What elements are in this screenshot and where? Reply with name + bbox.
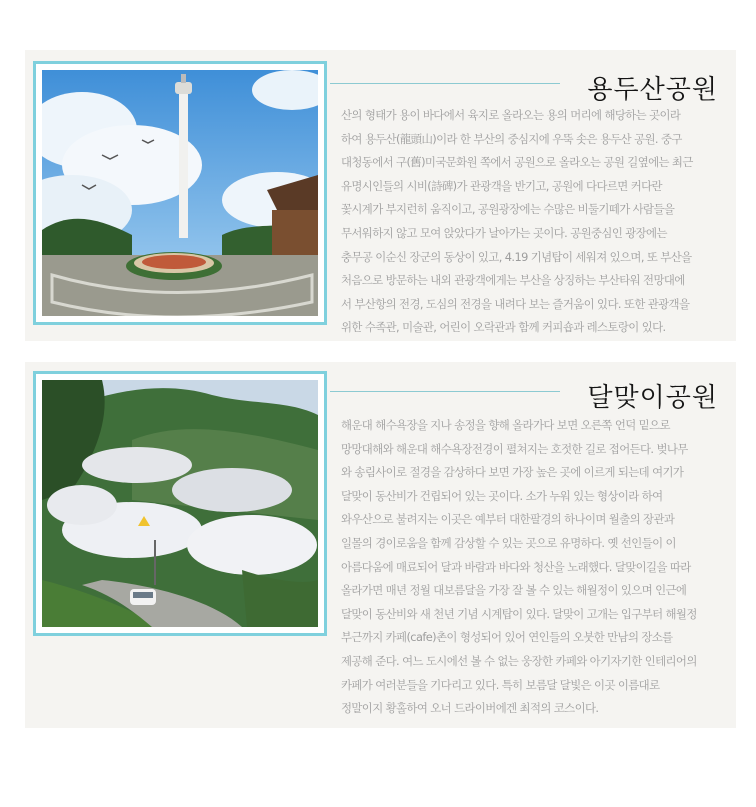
description-line: 달맞이 동산비와 새 천년 기념 시계탑이 있다. 달맞이 고개는 입구부터 해월정 — [341, 606, 697, 621]
description-line: 정말이지 황홀하여 오너 드라이버에겐 최적의 코스이다. — [341, 701, 599, 716]
description-line: 아름다움에 매료되어 달과 바람과 바다와 청산을 노래했다. 달맞이길을 따라 — [341, 559, 691, 574]
yongdusan-photo-frame — [33, 61, 327, 325]
description-line: 제공해 준다. 여느 도시에선 볼 수 없는 웅장한 카페와 아기자기한 인테리어의 — [341, 653, 697, 668]
description-line: 해운대 해수욕장을 지나 송정을 향해 올라가다 보면 오른쪽 언덕 밑으로 — [341, 418, 670, 432]
description-line: 일몰의 경이로움을 함께 감상할 수 있는 곳으로 유명하다. 옛 선인들이 이 — [341, 535, 676, 550]
description-line: 부근까지 카페(cafe)촌이 형성되어 있어 연인들의 오붓한 만남의 장소를 — [341, 630, 673, 645]
description-line: 올라가면 매년 정월 대보름달을 가장 잘 볼 수 있는 해월정이 있으며 인근에 — [341, 583, 687, 598]
description-line: 충무공 이순신 장군의 동상이 있고, 4.19 기념탑이 세워져 있으며, 또 부산을 — [341, 249, 692, 264]
description-line: 하여 용두산(龍頭山)이라 한 부산의 중심지에 우뚝 솟은 용두산 공원. 중구 — [341, 131, 682, 146]
dalmaji-park-photo — [42, 380, 318, 627]
description-line: 꽃시계가 부지런히 움직이고, 공원광장에는 수많은 비둘기떼가 사람들을 — [341, 202, 675, 217]
description-line: 달맞이 동산비가 건립되어 있는 곳이다. 소가 누워 있는 형상이라 하여 — [341, 488, 663, 503]
yongdusan-park-photo — [42, 70, 318, 316]
description-line: 유명시인들의 시비(詩碑)가 관광객을 반기고, 공원에 다다르면 커다란 — [341, 178, 662, 193]
dalmaji-photo-frame — [33, 371, 327, 636]
title-divider-line — [330, 83, 560, 84]
description-line: 처음으로 방문하는 내외 관광객에게는 부산을 상징하는 부산타워 전망대에 — [341, 273, 685, 288]
description-line: 대청동에서 구(舊)미국문화원 쪽에서 공원으로 올라오는 공원 길옆에는 최근 — [341, 155, 693, 170]
description-line: 카페가 여러분들을 기다리고 있다. 특히 보름달 달빛은 이곳 이름대로 — [341, 677, 660, 692]
description-line: 서 부산항의 전경, 도심의 전경을 내려다 보는 즐거움이 있다. 또한 관광객을 — [341, 296, 690, 311]
section-title: 용두산공원 — [587, 75, 718, 105]
section-title: 달맞이공원 — [587, 383, 718, 413]
section-description — [341, 414, 731, 721]
description-line: 무서워하지 않고 모여 앉았다가 날아가는 곳이다. 공원중심인 광장에는 — [341, 225, 667, 240]
description-line: 와우산으로 불려지는 이곳은 예부터 대한팔경의 하나이며 월출의 장관과 — [341, 512, 675, 527]
park-section-yongdusan — [25, 50, 736, 341]
description-line: 망망대해와 해운대 해수욕장전경이 펼쳐지는 호젓한 길로 접어든다. 벚나무 — [341, 441, 688, 456]
section-description — [341, 104, 731, 340]
description-line: 산의 형태가 용이 바다에서 육지로 올라오는 용의 머리에 해당하는 곳이라 — [341, 108, 681, 122]
description-line: 와 송림사이로 절경을 감상하다 보면 가장 높은 곳에 이르게 되는데 여기가 — [341, 465, 684, 480]
title-divider-line — [330, 391, 560, 392]
description-line: 위한 수족관, 미술관, 어린이 오락관과 함께 커피숍과 레스토랑이 있다. — [341, 320, 666, 335]
park-section-dalmaji — [25, 362, 736, 728]
